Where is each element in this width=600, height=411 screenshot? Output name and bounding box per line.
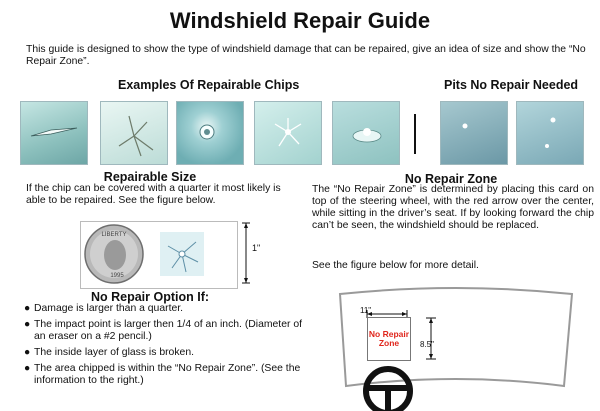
chip-example-image: [160, 232, 204, 276]
intro-text: This guide is designed to show the type of windshield damage that can be repaired, give an idea of size and show the “No Repair Zone”.: [26, 44, 586, 67]
chip-photo-1: [20, 101, 88, 165]
no-repair-zone-card: No Repair Zone: [367, 317, 411, 361]
zone-width-label: 11": [360, 306, 372, 315]
page-title: Windshield Repair Guide: [169, 8, 431, 33]
chip-photo-2: [100, 101, 168, 165]
repairable-heading: Repairable Size: [103, 170, 197, 184]
no-repair-zone-text: The “No Repair Zone” is determined by placing this card on top of the steering wheel, with the red arrow over the center, while sitting in the driver’s seat. If by looking forward the chip can’t be seen, the windshield should be replaced.: [312, 184, 594, 231]
divider: [414, 114, 416, 154]
dimension-label: 1": [252, 243, 261, 253]
see-figure-text: See the figure below for more detail.: [312, 260, 479, 271]
bullet-icon: ●: [24, 319, 31, 330]
bullet-icon: ●: [24, 347, 31, 358]
pits-heading: Pits No Repair Needed: [444, 78, 579, 92]
no-repair-zone-heading: No Repair Zone: [404, 172, 498, 186]
repairable-text: If the chip can be covered with a quarter it most likely is able to be repaired. See the figure below.: [26, 183, 281, 206]
pit-photo-1: [440, 101, 508, 165]
quarter-coin-image: [84, 224, 144, 284]
no-repair-option-heading: No Repair Option If:: [90, 290, 210, 304]
dimension-line: [242, 222, 250, 284]
bullet-icon: ●: [24, 303, 31, 314]
list-item: ● The impact point is larger then 1/4 of an inch. (Diameter of an eraser on a #2 pencil.): [24, 319, 302, 342]
chip-photo-5: [332, 101, 400, 165]
list-item: ● The area chipped is within the “No Repair Zone”. (See the information to the right.): [24, 363, 301, 386]
zone-height-label: 8.5": [420, 340, 434, 349]
list-item: ● Damage is larger than a quarter.: [24, 303, 184, 314]
pit-photo-2: [516, 101, 584, 165]
coin-motto: LIBERTY: [101, 232, 127, 238]
chip-photo-4: [254, 101, 322, 165]
bullet-icon: ●: [24, 363, 31, 374]
chips-heading: Examples Of Repairable Chips: [118, 78, 300, 92]
coin-year: 1995: [110, 273, 124, 279]
chip-photo-3: [176, 101, 244, 165]
list-item: ● The inside layer of glass is broken.: [24, 347, 194, 358]
